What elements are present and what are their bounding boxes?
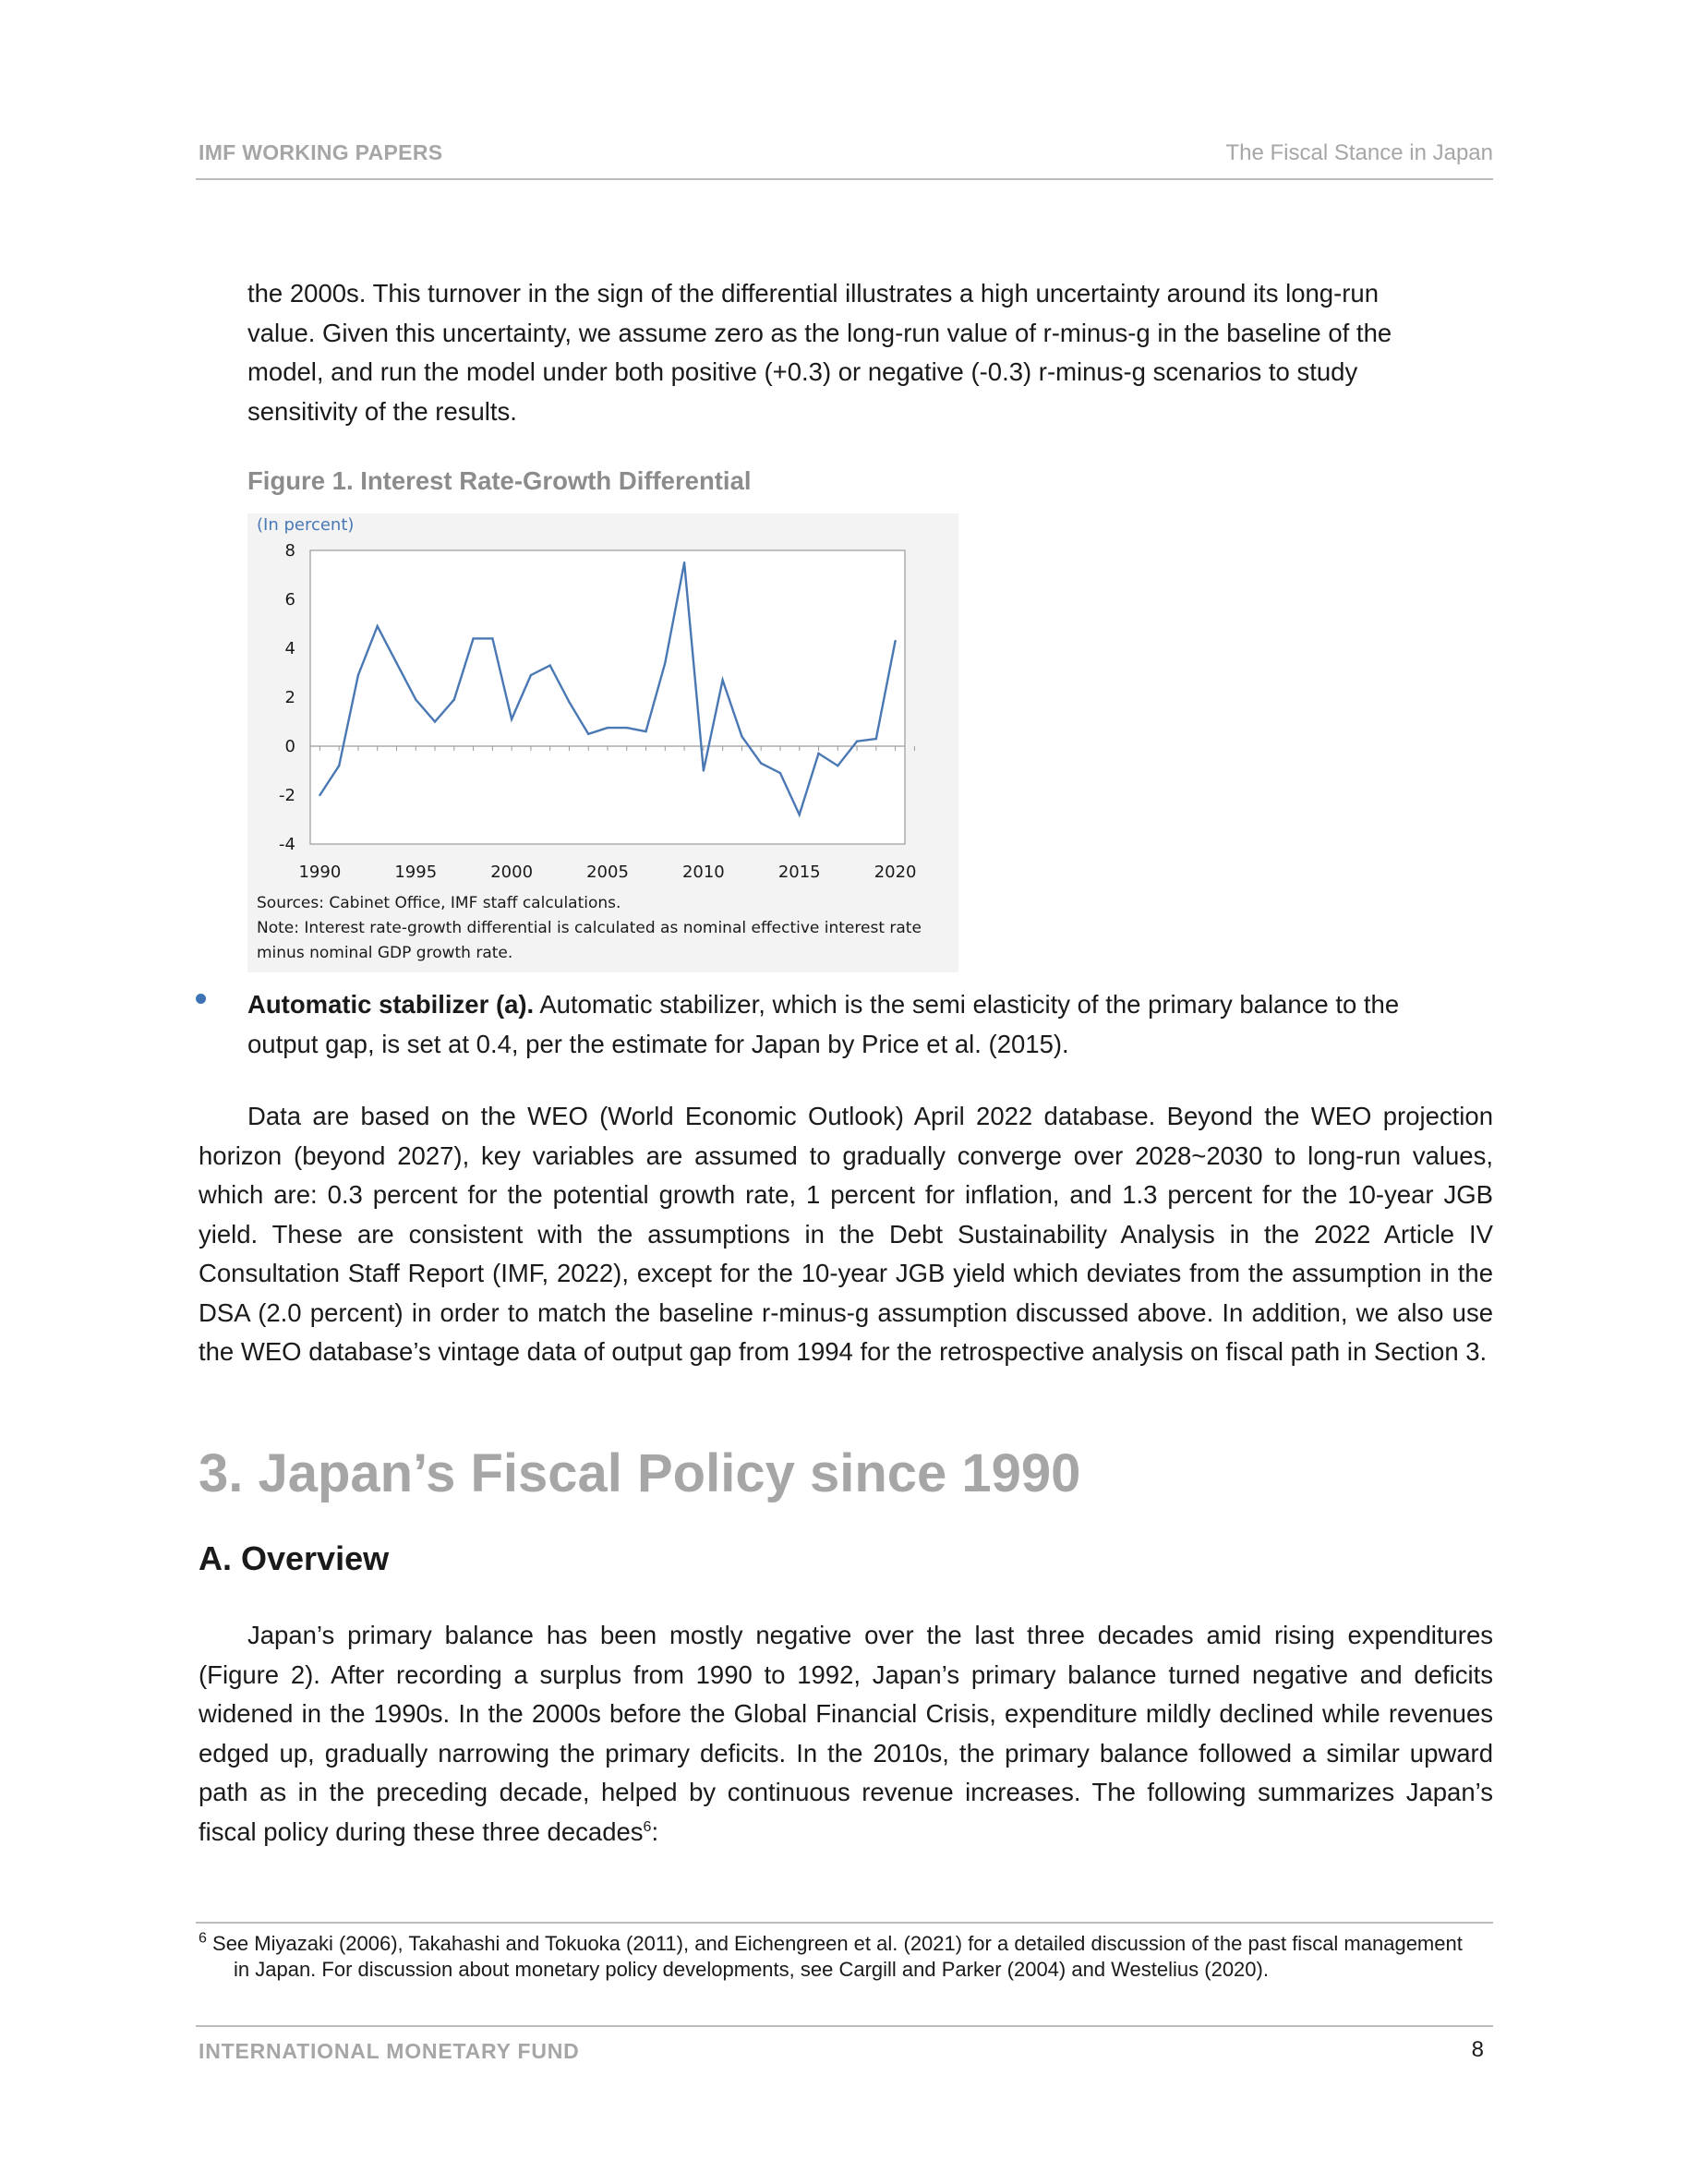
bullet-lead: Automatic stabilizer (a). <box>247 990 535 1019</box>
data-point <box>511 718 512 720</box>
data-point <box>626 727 628 729</box>
line-chart <box>247 513 958 972</box>
data-point <box>434 720 436 722</box>
plot-frame <box>310 550 905 844</box>
data-point <box>319 794 320 796</box>
overview-paragraph <box>199 1616 1493 1852</box>
page-number: 8 <box>1471 2037 1484 2062</box>
data-point <box>799 814 801 815</box>
data-point <box>817 753 819 754</box>
data-point <box>377 625 379 627</box>
chart-axes <box>310 550 914 844</box>
x-tick-label: 2010 <box>681 863 725 882</box>
data-point <box>741 735 742 737</box>
x-tick-label: 2020 <box>874 863 917 882</box>
figure-note-line1: Note: Interest rate-growth differential is calculated as nominal effective interest rate <box>257 919 922 937</box>
footer-rule <box>196 2025 1493 2027</box>
data-point <box>703 769 705 771</box>
data-point <box>894 640 896 642</box>
y-tick-label: -2 <box>279 786 295 805</box>
y-tick-label: 2 <box>284 688 295 707</box>
y-tick-label: 4 <box>284 639 295 658</box>
data-point <box>760 762 762 764</box>
bullet-text: Automatic stabilizer, which is the semi elasticity of the primary balance to the output gap, is set at 0.4, per the estimate for Japan by Price et al. (2015). <box>247 990 1400 1058</box>
data-point <box>453 698 455 700</box>
data-point <box>491 637 493 639</box>
y-unit-label: (In percent) <box>257 515 355 535</box>
y-tick-label: 0 <box>284 737 295 756</box>
intro-paragraph: the 2000s. This turnover in the sign of the differential illustrates a high uncertainty around its long-run value. Given this uncertainty, we assume zero as the long-run value of r-minus-g in the baseline of the model, and run the model under both positive (+0.3) or negative (-0.3) r-minus-g scenarios to study sensitivity of the results. <box>247 279 1392 426</box>
data-point <box>568 701 570 703</box>
footnote-reference[interactable]: 6 <box>643 1818 652 1835</box>
x-tick-label: 2005 <box>586 863 629 882</box>
data-point <box>415 698 416 700</box>
data-point <box>338 765 340 766</box>
figure-title: Figure 1. Interest Rate-Growth Differential <box>247 466 752 495</box>
data-point <box>837 765 838 766</box>
data-point <box>530 674 532 676</box>
x-tick-label: 1990 <box>298 863 342 882</box>
y-tick-label: -4 <box>279 835 295 854</box>
data-point <box>548 664 550 666</box>
data-point <box>587 733 589 735</box>
figure-sources: Sources: Cabinet Office, IMF staff calculations. <box>257 894 621 912</box>
data-point <box>472 637 474 639</box>
section-title: 3. Japan’s Fiscal Policy since 1990 <box>199 1443 1081 1503</box>
data-point <box>721 679 723 681</box>
figure-note-line2: minus nominal GDP growth rate. <box>257 944 513 962</box>
x-tick-label: 2015 <box>777 863 821 882</box>
data-point <box>357 674 359 676</box>
bullet-marker <box>196 994 206 1004</box>
overview-tail: : <box>651 1816 659 1846</box>
bullet-item-automatic-stabilizer <box>247 985 1439 1064</box>
data-point <box>395 662 397 664</box>
footnote-text: See Miyazaki (2006), Takahashi and Tokuoka (2011), and Eichengreen et al. (2021) for a detailed discussion of the past fiscal management in Japan. For discussion about monetary policy developments, see Cargill and Parker (2004) and Westelius (2020). <box>206 1932 1463 1981</box>
running-header-title: The Fiscal Stance in Japan <box>1225 140 1493 165</box>
overview-text: Japan’s primary balance has been mostly negative over the last three decades amid rising expenditures (Figure 2). After recording a surplus from 1990 to 1992, Japan’s primary balance turned negative and deficits widened in the 1990s. In the 2000s before the Global Financial Crisis, expenditure mildly declined while revenues edged up, gradually narrowing the primary deficits. In the 2010s, the primary balance followed a similar upward path as in the preceding decade, helped by continuous revenue increases. The following summarizes Japan’s fiscal policy during these three decades <box>199 1621 1493 1846</box>
data-point <box>645 730 646 732</box>
x-tick-label: 2000 <box>490 863 534 882</box>
data-point <box>779 772 781 774</box>
data-point <box>875 738 877 740</box>
y-tick-label: 8 <box>284 541 295 561</box>
running-header-series: IMF WORKING PAPERS <box>199 140 443 164</box>
data-point <box>856 741 858 742</box>
chart-panel <box>247 513 958 972</box>
subsection-title: A. Overview <box>199 1539 390 1577</box>
data-point <box>683 561 685 563</box>
footnote-rule <box>196 1922 1493 1924</box>
x-tick-label: 1995 <box>394 863 438 882</box>
y-tick-labels <box>279 541 295 854</box>
header-rule <box>196 178 1493 180</box>
data-point <box>607 727 609 729</box>
footer-publisher: INTERNATIONAL MONETARY FUND <box>199 2039 580 2063</box>
footnote <box>199 1931 1473 1983</box>
y-tick-label: 6 <box>284 590 295 609</box>
x-tick-labels <box>298 863 916 882</box>
footnote-mark: 6 <box>199 1930 207 1947</box>
data-point <box>664 662 666 664</box>
data-paragraph: Data are based on the WEO (World Economic Outlook) April 2022 database. Beyond the WEO projection horizon (beyond 2027), key variables are assumed to gradually converge over 2028~2030 to long-run values, which are: 0.3 percent for the potential growth rate, 1 percent for inflation, and 1.3 percent for the 10-year JGB yield. These are consistent with the assumptions in the Debt Sustainability Analysis in the 2022 Article IV Consultation Staff Report (IMF, 2022), except for the 10-year JGB yield which deviates from the assumption in the DSA (2.0 percent) in order to match the baseline r-minus-g assumption discussed above. In addition, we also use the WEO database’s vintage data of output gap from 1994 for the retrospective analysis on fiscal path in Section 3. <box>199 1102 1493 1366</box>
